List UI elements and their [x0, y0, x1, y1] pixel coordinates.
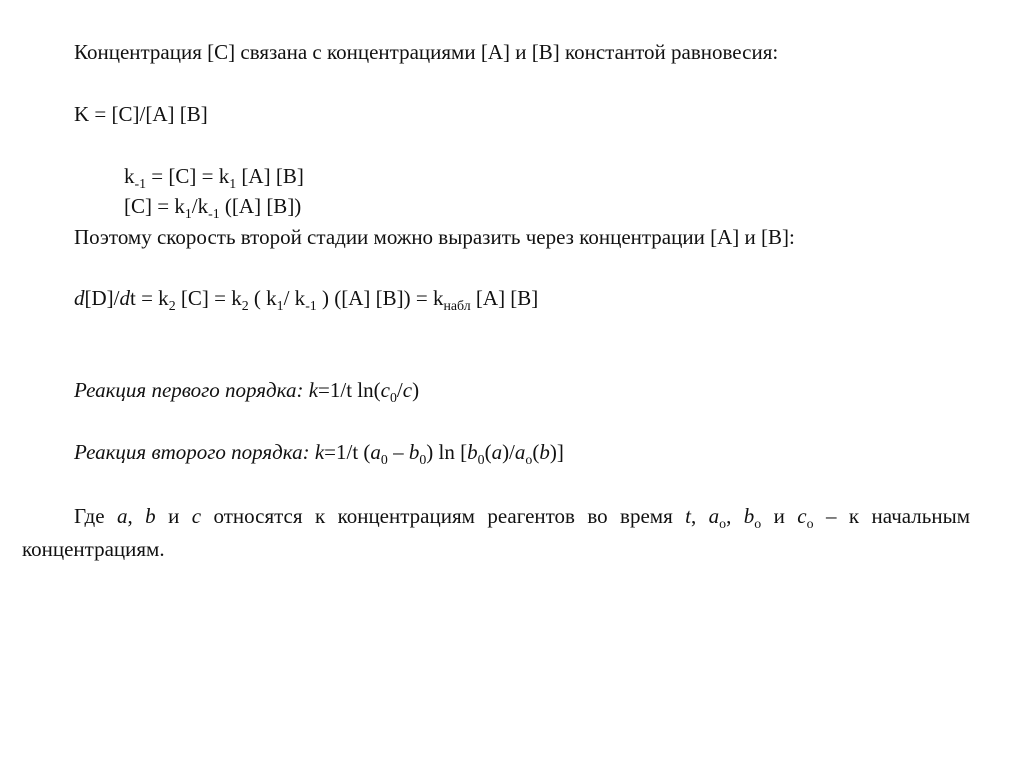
- equation-equilibrium-constant: K = [C]/[A] [B]: [74, 102, 208, 126]
- equation-second-order: Реакция второго порядка: k=1/t $(a_0 - b_0)$ $\ln [b_0(a)/a_o(b)]$: [74, 440, 564, 467]
- equation-rate-law: $d[D]/dt = k_2$ $[C] = k_2$ ( $k_1/$ $k_{-1}$ ) ([A] $[B]) = k_{набл}$ [A] [B]: [74, 286, 539, 313]
- equation-c-expression: $[C] = k_1/k_{-1}$ ([A] [B]): [124, 194, 302, 221]
- equation-first-order: Реакция первого порядка: k=1/t $\ln(c_0/c)$: [74, 378, 420, 405]
- paragraph-where: Где a, b и c относятся к концентрациям реагентов во время t, $a_o$, $b_o$ и $c_o$ – к начальным концентрациям.: [22, 504, 970, 561]
- text-line-therefore: Поэтому скорость второй стадии можно выразить через концентрации [A] и [B]:: [74, 225, 795, 249]
- equation-rate-equality: $k_{-1} = [C] = k_1$ [A] [B]: [124, 164, 304, 191]
- text-line-concentration: Концентрация [C] связана с концентрациями [A] и [B] константой равновесия:: [74, 40, 779, 64]
